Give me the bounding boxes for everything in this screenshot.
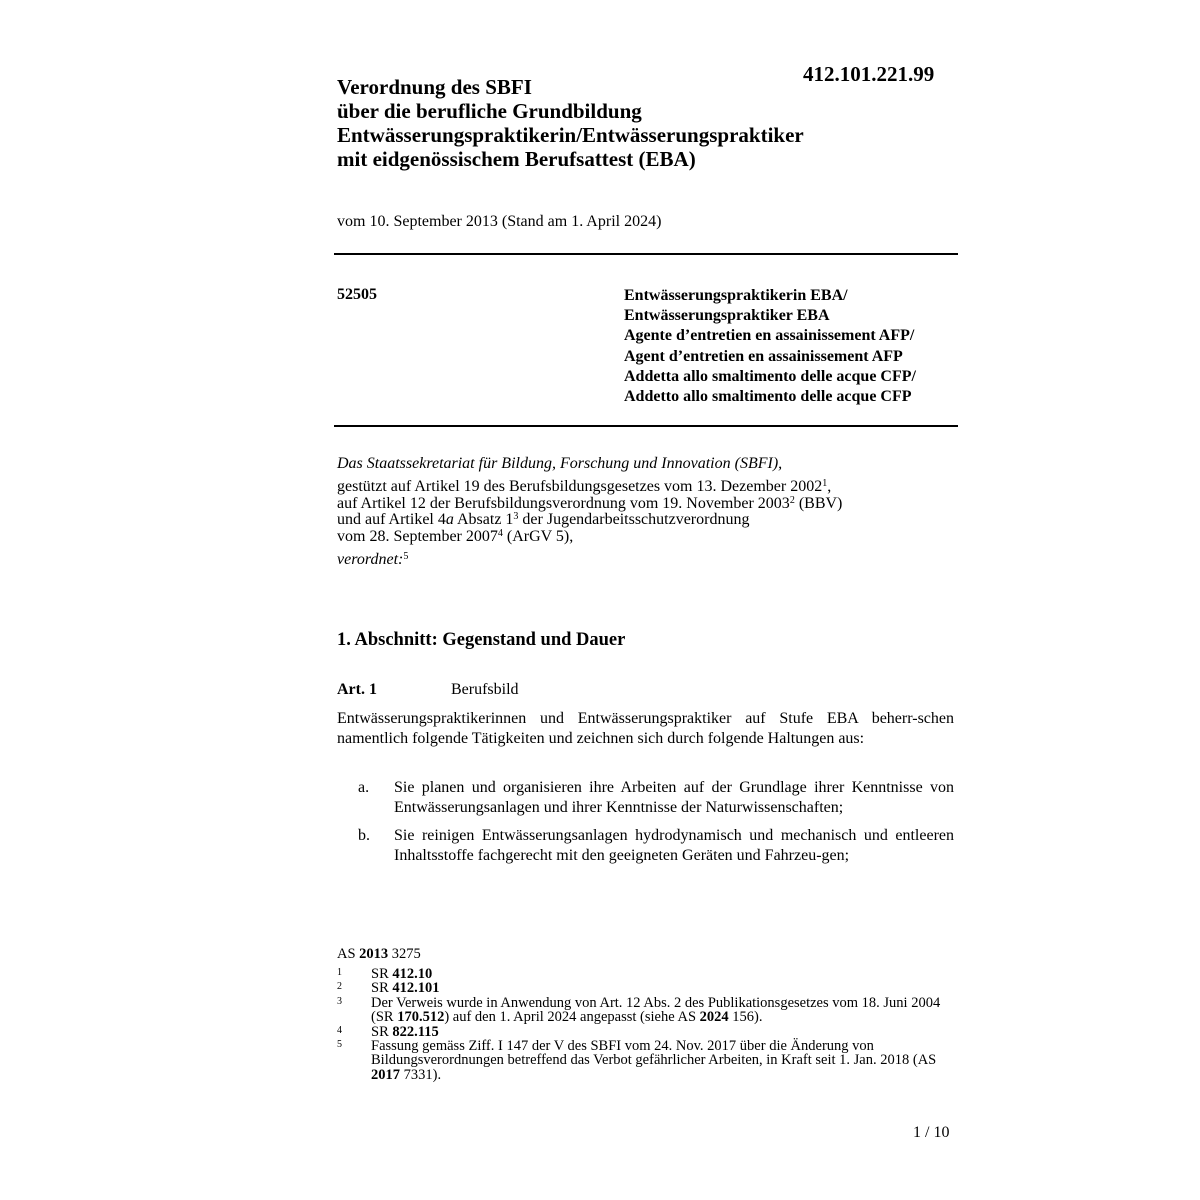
date-line: vom 10. September 2013 (Stand am 1. April 2024) (337, 213, 662, 230)
legal-basis-line (337, 512, 957, 529)
list-item (337, 778, 954, 817)
ordinance-title (337, 75, 804, 171)
as-page: 3275 (388, 946, 421, 962)
footnote-4 (337, 1025, 957, 1039)
article-title: Berufsbild (451, 681, 519, 698)
footnote-1 (337, 967, 957, 981)
preamble (337, 456, 957, 569)
footnote-number: 2 (337, 981, 342, 993)
footnote-text-part: 156). (728, 1009, 763, 1026)
footnote-text-part: ) auf den 1. April 2024 angepasst (siehe AS (444, 1009, 700, 1026)
legal-basis-line (337, 479, 957, 496)
footnote-number: 1 (337, 967, 342, 978)
footnote-sr-number: 412.10 (392, 966, 433, 982)
profession-title: Addetta allo smaltimento delle acque CFP/ (624, 367, 916, 385)
footnote-ref-1[interactable]: 1 (822, 477, 828, 489)
footnote-text (371, 996, 957, 1025)
footnote-sr-number: 170.512 (397, 1009, 445, 1026)
legal-basis-text: vom 28. September 2007 (337, 528, 498, 546)
section-heading: 1. Abschnitt: Gegenstand und Dauer (337, 630, 626, 650)
footnotes (337, 967, 957, 1082)
legal-basis-text: , (827, 477, 832, 495)
footnote-ref-2[interactable]: 2 (789, 494, 795, 506)
footnote-text-part: SR (371, 966, 393, 982)
footnote-text-part: Der Verweis wurde in Anwendung von Art. 12 Abs. 2 des Publikationsgesetzes vom 18. Juni 2004 (SR (371, 994, 941, 1026)
footnote-number: 4 (337, 1024, 342, 1036)
page-number: 1 / 10 (913, 1124, 950, 1141)
footnote-text (371, 1039, 957, 1082)
footnote-sr-number: 822.115 (392, 1023, 439, 1040)
footnote-number: 5 (337, 1039, 342, 1051)
footnote-ref-3[interactable]: 3 (513, 511, 519, 523)
decrees-text: verordnet: (337, 550, 404, 568)
footnote-ref-4[interactable]: 4 (497, 528, 503, 540)
footnote-ref-5[interactable]: 5 (403, 550, 409, 562)
title-line: Entwässerungspraktikerin/Entwässerungspraktiker (337, 123, 804, 147)
as-year: 2013 (359, 946, 389, 962)
footnote-text (371, 1025, 957, 1039)
legal-basis-line (337, 496, 957, 513)
legal-basis-text: Absatz 1 (453, 511, 514, 529)
title-line: über die berufliche Grundbildung (337, 99, 642, 123)
footnote-2 (337, 981, 957, 995)
title-line: mit eidgenössischem Berufsattest (EBA) (337, 147, 696, 171)
footnote-sr-number: 412.101 (392, 980, 440, 997)
footnote-as-year: 2024 (699, 1009, 729, 1026)
sr-number: 412.101.221.99 (803, 62, 935, 86)
footnote-3 (337, 996, 957, 1025)
list-item-text: Sie reinigen Entwässerungsanlagen hydrodynamisch und mechanisch und entleeren Inhaltsstoffe fachgerecht mit den geeigneten Geräten und Fahrzeu-gen; (394, 827, 954, 864)
list-item (337, 826, 954, 865)
official-compilation-ref (337, 946, 421, 963)
footnote-text-part: SR (371, 1023, 393, 1040)
footnote-text-part: SR (371, 980, 393, 997)
legal-basis-text: (BBV) (794, 494, 843, 512)
article-number: Art. 1 (337, 681, 377, 698)
footnote-text-part: Fassung gemäss Ziff. I 147 der V des SBFI vom 24. Nov. 2017 über die Änderung von Bildungsverordnungen betreffend das Verbot gefährlicher Arbeiten, in Kraft seit 1. Jan. 2018 (AS (371, 1038, 937, 1069)
profession-title: Addetto allo smaltimento delle acque CFP (624, 388, 912, 406)
as-prefix: AS (337, 946, 360, 962)
profession-title: Entwässerungspraktiker EBA (624, 307, 830, 325)
legal-basis-text: und auf Artikel 4 (337, 511, 446, 529)
profession-title: Agent d’entretien en assainissement AFP (624, 347, 903, 365)
legal-basis-text: gestützt auf Artikel 19 des Berufsbildungsgesetzes vom 13. Dezember 2002 (337, 477, 823, 495)
divider-top (334, 253, 958, 255)
divider-bottom (334, 425, 958, 427)
profession-title: Entwässerungspraktikerin EBA/ (624, 287, 848, 304)
footnote-text (371, 967, 957, 981)
profession-title: Agente d’entretien en assainissement AFP/ (624, 327, 915, 345)
preamble-issuer: Das Staatssekretariat für Bildung, Forschung und Innovation (SBFI), (337, 455, 783, 472)
article-intro: Entwässerungspraktikerinnen und Entwässerungspraktiker auf Stufe EBA beherr-schen namentlich folgende Tätigkeiten und zeichnen sich durch folgende Haltungen aus: (337, 710, 954, 747)
decrees-clause (337, 552, 957, 569)
list-item-text: Sie planen und organisieren ihre Arbeiten auf der Grundlage ihrer Kenntnisse von Entwässerungsanlagen und ihrer Kenntnisse der Naturwissenschaften; (394, 779, 954, 816)
footnote-5 (337, 1039, 957, 1082)
footnote-number: 3 (337, 995, 342, 1007)
list-item-letter: a. (358, 779, 370, 796)
profession-code: 52505 (337, 286, 377, 303)
legal-basis-text: (ArGV 5), (502, 528, 574, 546)
footnote-text (371, 981, 957, 995)
footnote-text-part: 7331). (400, 1066, 442, 1083)
footnote-as-year: 2017 (371, 1066, 400, 1083)
profession-titles (624, 286, 916, 407)
title-line: Verordnung des SBFI (337, 75, 532, 99)
legal-basis (337, 479, 957, 546)
legal-basis-line (337, 529, 957, 546)
legal-basis-italic: a (445, 511, 454, 529)
legal-basis-text: der Jugendarbeitsschutzverordnung (518, 511, 750, 529)
legal-basis-text: auf Artikel 12 der Berufsbildungsverordnung vom 19. November 2003 (337, 494, 790, 512)
list-item-letter: b. (358, 827, 370, 844)
